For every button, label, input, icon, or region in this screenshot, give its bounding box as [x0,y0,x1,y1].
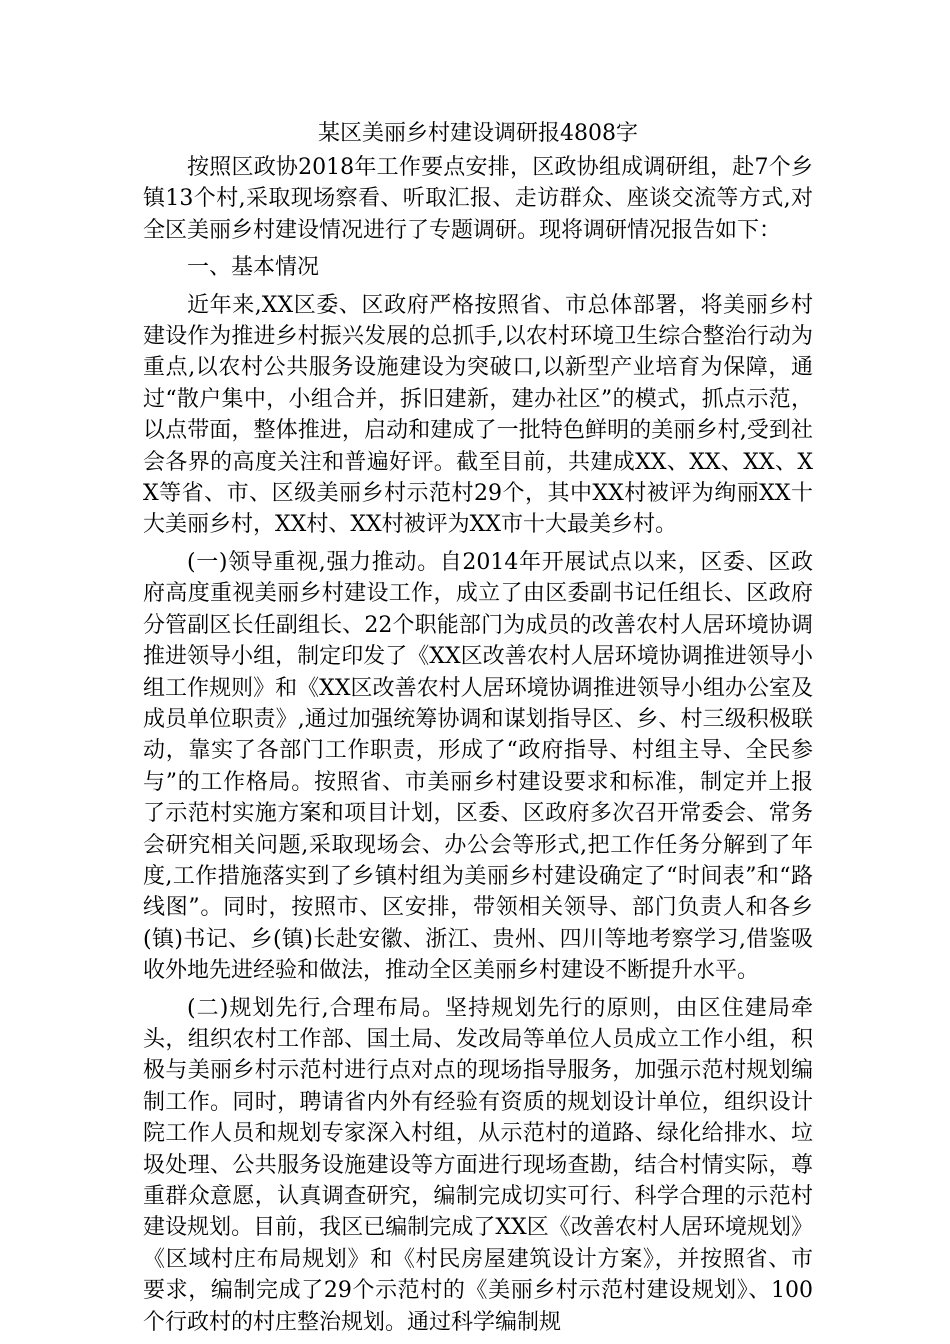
paragraph-overview: 近年来,XX区委、区政府严格按照省、市总体部署，将美丽乡村建设作为推进乡村振兴发展的总抓手,以农村环境卫生综合整治行动为重点,以农村公共服务设施建设为突破口,以新型产业培育为保障，通过“散户集中，小组合并，拆旧建新，建办社区”的模式，抓点示范，以点带面，整体推进，启动和建成了一批特色鲜明的美丽乡村,受到社会各界的高度关注和普遍好评。截至目前，共建成XX、XX、XX、XX等省、市、区级美丽乡村示范村29个，其中XX村被评为绚丽XX十大美丽乡村，XX村、XX村被评为XX市十大最美乡村。 [143,292,813,538]
intro-paragraph: 按照区政协2018年工作要点安排，区政协组成调研组，赴7个乡镇13个村,采取现场察看、听取汇报、走访群众、座谈交流等方式,对全区美丽乡村建设情况进行了专题调研。现将调研情况报告如下： [143,155,813,243]
section-heading-basic-situation: 一、基本情况 [187,255,320,281]
document-title: 某区美丽乡村建设调研报4808字 [318,121,638,146]
paragraph-planning: (二)规划先行,合理布局。坚持规划先行的原则，由区住建局牵头，组织农村工作部、国土局、发改局等单位人员成立工作小组，积极与美丽乡村示范村进行点对点的现场指导服务，加强示范村规划编制工作。同时，聘请省内外有经验有资质的规划设计单位，组织设计院工作人员和规划专家深入村组，从示范村的道路、绿化给排水、垃圾处理、公共服务设施建设等方面进行现场查勘，结合村情实际，尊重群众意愿，认真调查研究，编制完成切实可行、科学合理的示范村建设规划。目前，我区已编制完成了XX区《改善农村人居环境规划》《区域村庄布局规划》和《村民房屋建筑设计方案》，并按照省、市要求，编制完成了29个示范村的《美丽乡村示范村建设规划》、100个行政村的村庄整治规划。通过科学编制规 [143,995,813,1335]
document-page [143,118,813,1338]
paragraph-leadership: (一)领导重视,强力推动。自2014年开展试点以来，区委、区政府高度重视美丽乡村建设工作，成立了由区委副书记任组长、区政府分管副区长任副组长、22个职能部门为成员的改善农村人居环境协调推进领导小组，制定印发了《XX区改善农村人居环境协调推进领导小组工作规则》和《XX区改善农村人居环境协调推进领导小组办公室及成员单位职责》,通过加强统筹协调和谋划指导区、乡、村三级积极联动，靠实了各部门工作职责，形成了“政府指导、村组主导、全民参与”的工作格局。按照省、市美丽乡村建设要求和标准，制定并上报了示范村实施方案和项目计划，区委、区政府多次召开常委会、常务会研究相关问题,采取现场会、办公会等形式,把工作任务分解到了年度,工作措施落实到了乡镇村组为美丽乡村建设确定了“时间表”和“路线图”。同时，按照市、区安排，带领相关领导、部门负责人和各乡(镇)书记、乡(镇)长赴安徽、浙江、贵州、四川等地考察学习,借鉴吸收外地先进经验和做法，推动全区美丽乡村建设不断提升水平。 [143,549,813,984]
